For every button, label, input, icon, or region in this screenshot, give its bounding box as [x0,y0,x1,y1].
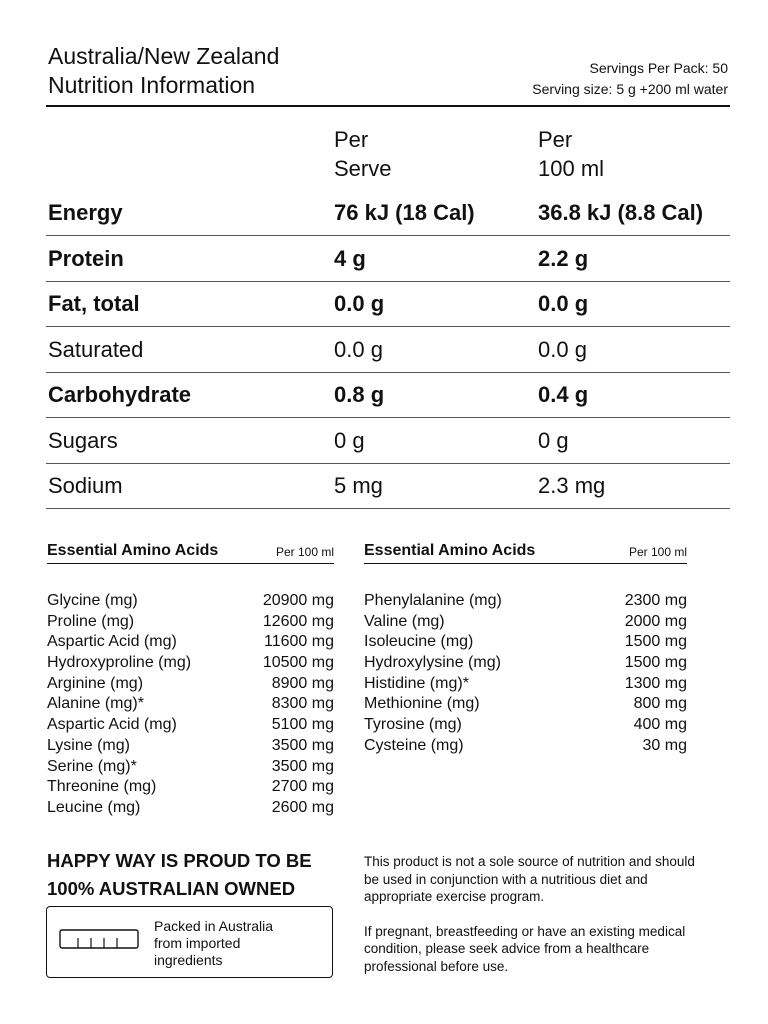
amino-acid-table-right [364,542,687,757]
amino-name: Hydroxylysine (mg) [364,654,501,672]
amino-name: Arginine (mg) [47,674,144,692]
amino-name: Lysine (mg) [47,736,130,754]
amino-name: Glycine (mg) [47,592,138,609]
nutrient-name: Sugars [48,427,118,453]
amino-value: 400 mg [633,716,687,734]
per-100ml-value: 2.3 mg [538,473,606,498]
per-100ml-value: 36.8 kJ (8.8 Cal) [538,200,704,225]
bar-chart-icon [59,929,139,949]
amino-name: Leucine (mg) [47,798,141,816]
per-serve-value: 0 g [334,427,365,453]
per-serve-value: 0.8 g [334,382,385,407]
amino-row [47,736,334,757]
proud-line-2: 100% AUSTRALIAN OWNED [47,878,296,899]
amino-row [364,674,687,695]
nutrition-row [46,418,730,464]
nutrient-name: Energy [48,200,123,225]
nutrition-row [46,327,730,373]
amino-name: Threonine (mg) [47,778,157,796]
per-100ml-value: 0 g [538,427,569,453]
amino-row [47,632,334,653]
column-header-per-100ml-line-1: Per [538,127,573,152]
amino-value: 8900 mg [271,674,334,692]
amino-row [364,591,687,612]
amino-value: 2600 mg [271,798,334,816]
nutrition-row [46,190,730,236]
amino-list [364,591,687,757]
amino-per-label: Per 100 ml [275,545,334,559]
nutrient-name: Protein [48,245,124,271]
amino-name: Histidine (mg)* [364,674,469,692]
amino-row [47,674,334,695]
packed-text [154,918,273,969]
amino-heading: Essential Amino Acids [364,542,536,559]
amino-value: 800 mg [633,695,687,713]
per-serve-value: 0.0 g [334,291,385,316]
column-header-per-100ml [538,125,604,183]
amino-row [47,653,334,674]
nutrition-row [46,236,730,282]
amino-name: Valine (mg) [364,612,445,630]
amino-per-label: Per 100 ml [628,545,687,559]
amino-row [364,715,687,736]
disclaimer [364,853,704,992]
amino-value: 5100 mg [271,716,334,734]
amino-row [364,694,687,715]
amino-name: Serine (mg)* [47,757,137,775]
amino-row [364,653,687,674]
servings-per-pack: Servings Per Pack: 50 [589,60,728,76]
packed-line-2: from imported [154,935,241,951]
amino-row [47,715,334,736]
proud-line-1: HAPPY WAY IS PROUD TO BE [47,850,312,871]
column-header-per-100ml-line-2: 100 ml [538,156,605,181]
amino-value: 1500 mg [624,654,687,672]
nutrient-name: Saturated [48,336,144,362]
amino-heading: Essential Amino Acids [47,542,219,559]
per-100ml-value: 0.4 g [538,382,589,407]
amino-name: Aspartic Acid (mg) [47,633,177,651]
amino-row [47,612,334,633]
amino-list [47,591,334,819]
per-serve-value: 0.0 g [334,336,383,362]
amino-acid-table-left [47,542,334,819]
australian-owned-statement [47,847,312,903]
amino-row [364,736,687,757]
packed-in-australia-badge [46,906,333,978]
amino-name: Hydroxyproline (mg) [47,654,192,672]
panel-title [48,42,279,100]
nutrition-row [46,463,730,509]
per-100ml-value: 0.0 g [538,336,587,362]
serving-info [532,58,728,100]
amino-value: 30 mg [642,736,687,754]
amino-row [47,798,334,819]
amino-name: Tyrosine (mg) [364,716,462,734]
header-divider [46,105,730,107]
disclaimer-nutrition: This product is not a sole source of nutrition and should be used in conjunction with a nutritious diet and appropriate exercise program. [364,854,695,904]
title-line-1: Australia/New Zealand [48,43,280,69]
nutrition-row [46,372,730,418]
amino-name: Cysteine (mg) [364,736,464,754]
amino-header [47,542,334,564]
amino-name: Alanine (mg)* [47,695,144,713]
per-100ml-value: 2.2 g [538,245,589,271]
amino-value: 2300 mg [624,592,687,609]
packed-line-1: Packed in Australia [154,918,274,934]
amino-header [364,542,687,564]
per-serve-value: 5 mg [334,473,383,498]
amino-name: Phenylalanine (mg) [364,592,502,609]
nutrient-name: Sodium [48,473,123,498]
nutrition-row [46,281,730,327]
serving-size: Serving size: 5 g +200 ml water [532,81,728,97]
amino-row [47,694,334,715]
amino-row [364,632,687,653]
column-header-per-serve-line-2: Serve [334,156,392,181]
amino-row [364,612,687,633]
per-serve-value: 76 kJ (18 Cal) [334,200,475,225]
amino-row [47,777,334,798]
amino-name: Isoleucine (mg) [364,633,474,651]
per-100ml-value: 0.0 g [538,291,589,316]
nutrient-name: Fat, total [48,291,140,316]
column-header-per-serve-line-1: Per [334,127,369,152]
title-line-2: Nutrition Information [48,72,256,98]
amino-value: 8300 mg [271,695,334,713]
amino-value: 3500 mg [271,736,334,754]
column-header-per-serve [334,125,391,183]
amino-name: Aspartic Acid (mg) [47,716,177,734]
amino-row [47,757,334,778]
disclaimer-medical: If pregnant, breastfeeding or have an existing medical condition, please seek advice from a healthcare professional before use. [364,923,686,974]
amino-value: 11600 mg [264,633,334,651]
amino-value: 1500 mg [624,633,687,651]
amino-name: Methionine (mg) [364,695,480,713]
amino-value: 10500 mg [262,654,334,672]
amino-row [47,591,334,612]
packed-line-3: ingredients [154,952,223,968]
amino-value: 2700 mg [271,778,334,796]
nutrient-name: Carbohydrate [48,382,192,407]
amino-value: 1300 mg [624,674,687,692]
amino-value: 2000 mg [624,612,687,630]
amino-value: 20900 mg [262,592,334,609]
amino-name: Proline (mg) [47,612,135,630]
amino-value: 3500 mg [271,757,334,775]
amino-value: 12600 mg [262,612,334,630]
per-serve-value: 4 g [334,245,366,271]
